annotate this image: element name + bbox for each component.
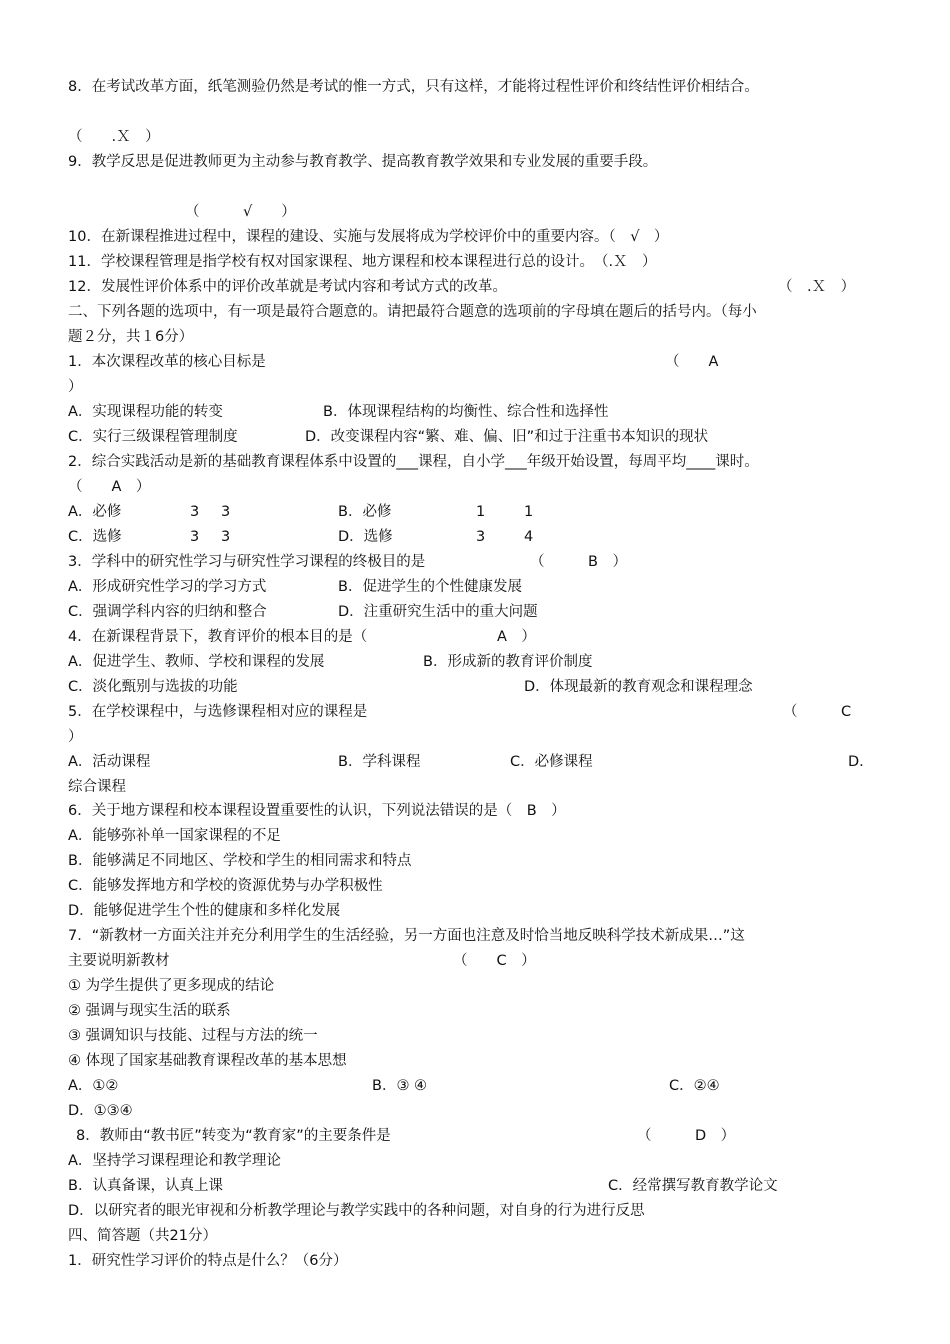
mc-q7-statement-2: ② 强调与现实生活的联系 [68, 1003, 231, 1019]
mc-q7-option-d: D．①③④ [68, 1103, 133, 1119]
judge-q10: 10．在新课程推进过程中，课程的建设、实施与发展将成为学校评价中的重要内容。（ √ ） [68, 229, 669, 245]
judge-q9: 9．教学反思是促进教师更为主动参与教育教学、提高教育教学效果和专业发展的重要手段。 [68, 154, 658, 170]
mc-q5-option-a: A．活动课程 [68, 754, 151, 770]
section-2-title-cont: 题２分，共１6分） [68, 329, 194, 345]
mc-q2-d-hours: 4 [524, 529, 534, 545]
judge-q8-answer: （ .Ｘ ） [68, 129, 160, 145]
mc-q8-answer: （ D ） [637, 1128, 736, 1144]
mc-q5-option-d-text: 综合课程 [68, 779, 126, 795]
mc-q7-option-c: C．②④ [669, 1078, 720, 1094]
mc-q5-close: ） [68, 729, 83, 745]
mc-q7-statement-3: ③ 强调知识与技能、过程与方法的统一 [68, 1028, 318, 1044]
mc-q8-option-c: C．经常撰写教育教学论文 [608, 1178, 778, 1194]
mc-q7-stem: 7．“新教材一方面关注并充分利用学生的生活经验，另一方面也注意及时恰当地反映科学技术新成果…”这 [68, 928, 745, 944]
mc-q7-statement-4: ④ 体现了国家基础教育课程改革的基本思想 [68, 1053, 347, 1069]
mc-q4-option-d: D．体现最新的教育观念和课程理念 [524, 679, 753, 695]
mc-q8-option-d: D．以研究者的眼光审视和分析教学理论与教学实践中的各种问题，对自身的行为进行反思 [68, 1203, 645, 1219]
mc-q4-stem: 4．在新课程背景下，教育评价的根本目的是（ [68, 629, 368, 645]
mc-q7-statement-1: ① 为学生提供了更多现成的结论 [68, 978, 275, 994]
mc-q1-option-c: C．实行三级课程管理制度 [68, 429, 238, 445]
mc-q6-stem: 6．关于地方课程和校本课程设置重要性的认识，下列说法错误的是（ B ） [68, 803, 566, 819]
mc-q7-option-a: A．①② [68, 1078, 119, 1094]
mc-q3-stem: 3．学科中的研究性学习与研究性学习课程的终极目的是 [68, 554, 426, 570]
judge-q8: 8．在考试改革方面，纸笔测验仍然是考试的惟一方式，只有这样，才能将过程性评价和终结性评价相结合。 [68, 79, 759, 95]
mc-q1-close: ） [68, 379, 83, 395]
mc-q2-stem: 2．综合实践活动是新的基础教育课程体系中设置的___课程，自小学___年级开始设置，每周平均____课时。 [68, 454, 759, 470]
mc-q7-option-b: B．③ ④ [372, 1078, 428, 1094]
mc-q2-d-grade: 3 [476, 529, 486, 545]
mc-q2-option-c: C．选修 [68, 529, 122, 545]
mc-q5-stem: 5．在学校课程中，与选修课程相对应的课程是 [68, 704, 368, 720]
mc-q3-answer: （ B ） [530, 554, 627, 570]
section-2-title: 二、下列各题的选项中，有一项是最符合题意的。请把最符合题意的选项前的字母填在题后的括号内。（每小 [68, 304, 757, 320]
mc-q4-answer: A ） [497, 629, 536, 645]
mc-q6-option-d: D．能够促进学生个性的健康和多样化发展 [68, 903, 341, 919]
mc-q2-a-hours: 3 [221, 504, 231, 520]
mc-q2-b-grade: 1 [476, 504, 486, 520]
mc-q1-option-d: D．改变课程内容“繁、难、偏、旧”和过于注重书本知识的现状 [305, 429, 709, 445]
mc-q3-option-b: B．促进学生的个性健康发展 [338, 579, 522, 595]
mc-q1-answer: （ A [665, 354, 719, 370]
judge-q9-answer: （ √ ） [185, 204, 296, 220]
mc-q4-option-b: B．形成新的教育评价制度 [423, 654, 593, 670]
mc-q2-option-d: D．选修 [338, 529, 393, 545]
mc-q5-option-c: C．必修课程 [510, 754, 593, 770]
mc-q8-option-b: B．认真备课，认真上课 [68, 1178, 223, 1194]
mc-q5-answer: （ C [783, 704, 852, 720]
mc-q2-answer: （ A ） [68, 479, 151, 495]
mc-q6-option-a: A．能够弥补单一国家课程的不足 [68, 828, 281, 844]
mc-q7-stem-cont: 主要说明新教材 [68, 953, 170, 969]
mc-q8-option-a: A．坚持学习课程理论和教学理论 [68, 1153, 281, 1169]
mc-q2-c-hours: 3 [221, 529, 231, 545]
mc-q3-option-c: C．强调学科内容的归纳和整合 [68, 604, 267, 620]
mc-q1-stem: 1．本次课程改革的核心目标是 [68, 354, 266, 370]
mc-q2-option-b: B．必修 [338, 504, 392, 520]
mc-q2-a-grade: 3 [190, 504, 200, 520]
mc-q6-option-b: B．能够满足不同地区、学校和学生的相同需求和特点 [68, 853, 412, 869]
mc-q3-option-d: D．注重研究生活中的重大问题 [338, 604, 538, 620]
mc-q7-answer: （ C ） [453, 953, 536, 969]
mc-q6-option-c: C．能够发挥地方和学校的资源优势与办学积极性 [68, 878, 383, 894]
mc-q5-option-b: B．学科课程 [338, 754, 421, 770]
mc-q3-option-a: A．形成研究性学习的学习方式 [68, 579, 267, 595]
mc-q1-option-b: B．体现课程结构的均衡性、综合性和选择性 [323, 404, 609, 420]
mc-q4-option-a: A．促进学生、教师、学校和课程的发展 [68, 654, 325, 670]
mc-q5-option-d-label: D. [848, 754, 864, 770]
section-4-title: 四、简答题（共21分） [68, 1228, 217, 1244]
mc-q8-stem: 8．教师由“教书匠”转变为“教育家”的主要条件是 [76, 1128, 391, 1144]
mc-q2-option-a: A．必修 [68, 504, 122, 520]
judge-q12-answer: （ .Ｘ ） [778, 279, 856, 295]
judge-q11: 11．学校课程管理是指学校有权对国家课程、地方课程和校本课程进行总的设计。 （.Ｘ ） [68, 254, 657, 270]
short-answer-q1: 1．研究性学习评价的特点是什么？（6分） [68, 1253, 348, 1269]
judge-q12: 12．发展性评价体系中的评价改革就是考试内容和考试方式的改革。 [68, 279, 507, 295]
mc-q1-option-a: A．实现课程功能的转变 [68, 404, 223, 420]
mc-q4-option-c: C．淡化甄别与选拔的功能 [68, 679, 238, 695]
mc-q2-b-hours: 1 [524, 504, 534, 520]
mc-q2-c-grade: 3 [190, 529, 200, 545]
